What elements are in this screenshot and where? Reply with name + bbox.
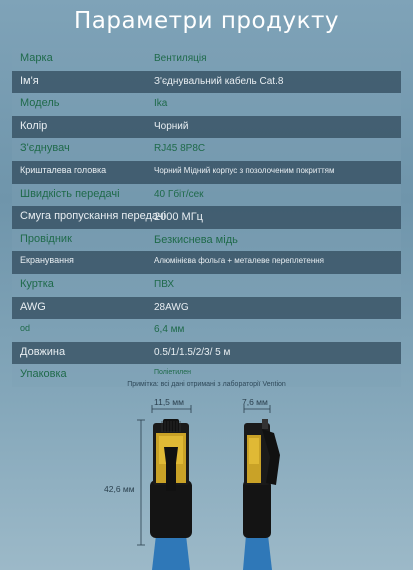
side-width-label: 7,6 мм <box>242 397 268 407</box>
row-value: 2000 МГц <box>154 211 203 224</box>
row-value: 0.5/1/1.5/2/3/ 5 м <box>154 346 231 358</box>
row-value: Поліетилен <box>154 369 192 377</box>
row-label: Марка <box>20 52 53 64</box>
row-value: Чорний <box>154 120 189 132</box>
table-row <box>12 184 401 207</box>
row-value: 6,4 мм <box>154 324 185 336</box>
row-value: Вентиляція <box>154 53 207 64</box>
row-label: Провідник <box>20 232 72 245</box>
row-label: Швидкість передачі <box>20 187 120 200</box>
table-row <box>12 71 401 94</box>
row-value: З'єднувальний кабель Cat.8 <box>154 75 284 87</box>
table-row <box>12 319 401 342</box>
table-row <box>12 297 401 320</box>
table-row <box>12 93 401 116</box>
footnote: Примітка: всі дані отримані з лабораторії Vention <box>127 381 286 388</box>
table-row <box>12 251 401 274</box>
row-label: Модель <box>20 97 60 110</box>
row-label: Кришталева головка <box>20 164 107 175</box>
side-plug <box>243 419 280 570</box>
row-value: Ika <box>154 98 168 110</box>
row-label: Колір <box>20 119 48 132</box>
row-label: Куртка <box>20 277 54 290</box>
row-label: Довжина <box>20 345 66 358</box>
row-label: Ім'я <box>20 74 39 87</box>
row-value: Алюмінієва фольга + металеве переплетення <box>154 256 325 266</box>
row-label: Екранування <box>20 255 74 266</box>
connector-illustration <box>0 395 413 570</box>
front-width-label: 11,5 мм <box>154 397 184 407</box>
table-row <box>12 274 401 297</box>
row-label: Смуга пропускання передачі <box>20 210 166 223</box>
row-label: Упаковка <box>20 368 67 381</box>
row-label: od <box>20 323 31 334</box>
height-label: 42,6 мм <box>104 484 135 494</box>
table-row <box>12 161 401 184</box>
page-title: Параметри продукту <box>74 8 339 34</box>
row-value: ПВХ <box>154 278 175 290</box>
table-row <box>12 229 401 252</box>
row-label: З'єднувач <box>20 142 70 155</box>
table-row <box>12 342 401 365</box>
row-value: 40 Гбіт/сек <box>154 188 204 200</box>
table-row <box>12 48 401 71</box>
table-row <box>12 206 401 229</box>
table-row <box>12 116 401 139</box>
spec-table <box>12 48 401 387</box>
row-value: RJ45 8P8C <box>154 143 206 155</box>
row-value: Безкиснева мідь <box>154 233 238 246</box>
row-value: 28AWG <box>154 301 189 313</box>
row-value: Чорний Мідний корпус з позолоченим покриттям <box>154 165 335 175</box>
front-plug <box>150 419 192 570</box>
row-label: AWG <box>20 300 46 313</box>
table-row <box>12 138 401 161</box>
